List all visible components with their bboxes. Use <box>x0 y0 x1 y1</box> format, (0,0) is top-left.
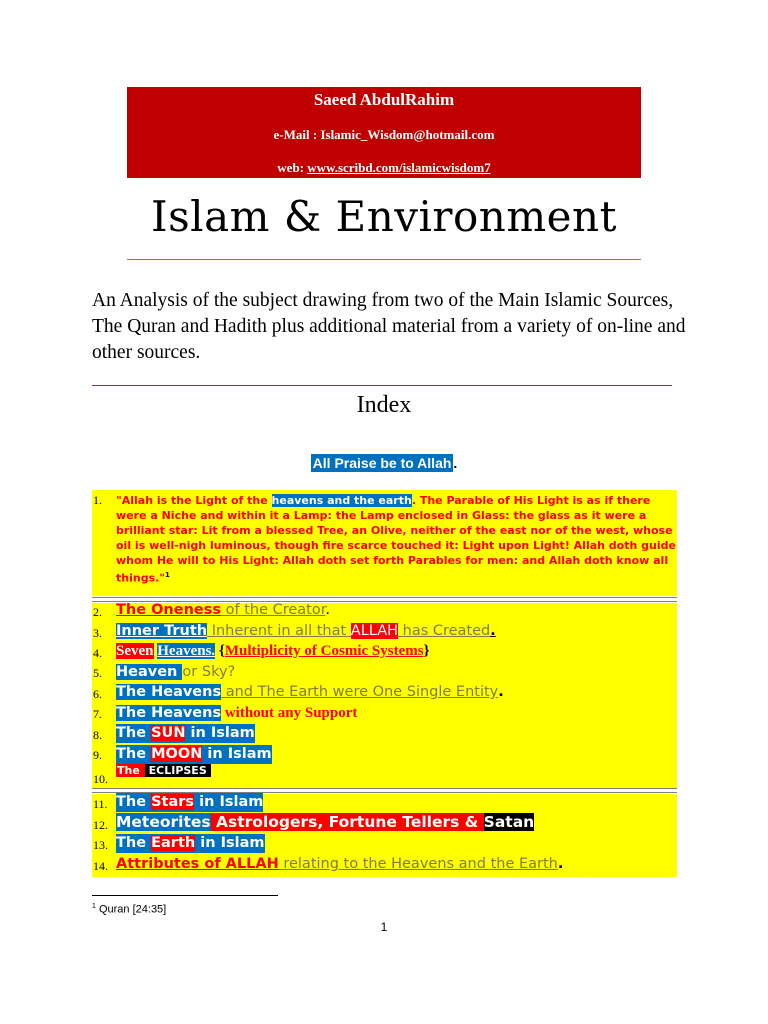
author-header <box>127 87 641 178</box>
author-email: e-Mail : Islamic_Wisdom@hotmail.com <box>273 127 495 142</box>
author-web <box>127 160 641 176</box>
item-text: ALLAH <box>350 623 399 639</box>
index-item-oneness[interactable] <box>116 601 330 620</box>
item-link[interactable]: The Heavens <box>116 705 222 721</box>
list-number: 9. <box>93 748 102 762</box>
item-text: The <box>117 764 144 777</box>
item-text: has Created <box>398 623 491 639</box>
footnote-mark: 1 <box>92 903 96 910</box>
item-link[interactable]: Attributes of ALLAH <box>116 856 279 872</box>
intro-paragraph: An Analysis of the subject drawing from two of the Main Islamic Sources, The Quran and Hadith plus additional material from a variety of on-line and other sources. <box>92 290 686 363</box>
item-link[interactable]: Inner Truth <box>116 623 208 639</box>
item-text: in Islam <box>202 746 272 762</box>
list-number: 4. <box>93 646 102 660</box>
index-item-heaven-sky[interactable] <box>116 663 235 682</box>
list-number: 11. <box>93 797 108 811</box>
author-name: Saeed AbdulRahim <box>313 90 455 109</box>
index-item-attributes[interactable] <box>116 855 563 874</box>
index-heading: Index <box>356 392 412 418</box>
footnote-divider <box>92 895 278 896</box>
item-link[interactable]: MOON <box>151 746 203 762</box>
item-text: in Islam <box>185 725 255 741</box>
list-number: 2. <box>93 605 102 619</box>
index-item-seven-heavens[interactable] <box>116 642 430 661</box>
item-link[interactable]: Satan <box>483 813 535 831</box>
list-number: 7. <box>93 707 102 721</box>
verse-text-1: "Allah is the Light of the <box>116 494 272 507</box>
item-text: . <box>498 684 504 700</box>
index-item-without-support[interactable] <box>116 704 357 723</box>
item-link[interactable]: Heavens. <box>157 643 216 659</box>
web-link[interactable]: www.scribd.com/islamicwisdom7 <box>307 160 491 175</box>
index-item-moon[interactable] <box>116 745 272 764</box>
list-number: 10. <box>93 772 108 786</box>
footnote <box>92 903 166 916</box>
item-link[interactable]: Meteorites <box>116 813 211 831</box>
item-text: in Islam <box>194 794 264 810</box>
item-link[interactable]: ECLIPSES <box>145 764 211 777</box>
item-text: } <box>423 643 430 659</box>
index-item-stars[interactable] <box>116 793 263 812</box>
item-link[interactable]: The Heavens <box>116 684 222 700</box>
verse-end: " <box>159 571 166 585</box>
item-text: without any Support <box>221 705 358 721</box>
quran-verse <box>116 493 676 586</box>
item-text: . <box>490 623 496 639</box>
item-link[interactable]: The Oneness <box>116 602 221 618</box>
footnote-text: Quran [24:35] <box>95 903 167 916</box>
web-label: web: <box>277 160 308 175</box>
item-text: The <box>116 746 152 762</box>
item-text: Inherent in all that <box>207 623 351 639</box>
intro-divider <box>92 385 672 386</box>
list-number: 3. <box>93 626 102 640</box>
item-text: in Islam <box>195 835 265 851</box>
list-number: 13. <box>93 838 108 852</box>
item-text: . <box>325 602 330 618</box>
verse-text-2: . The Parable of His Light is as if there were a Niche and within it a Lamp: the Lamp enclosed in Glass: the glass as it were a brilliant star: Lit from a blessed Tree, an Olive, neither of the east nor of the west, whose oil is well-nigh luminous, though fire scarce touched it: Light upon Light! Allah doth guide whom He will to His Light: Allah doth set forth Parables for men: and Allah doth know all things. <box>116 494 676 585</box>
item-text: or Sky? <box>182 664 236 680</box>
item-text: . <box>557 856 564 872</box>
item-text: The <box>116 794 152 810</box>
item-text: The <box>116 835 152 851</box>
index-item-sun[interactable] <box>116 724 255 743</box>
index-item-meteorites[interactable] <box>116 813 534 832</box>
item-text: Seven <box>116 643 154 659</box>
item-text: { <box>215 643 225 659</box>
praise-line: All Praise be to Allah . <box>312 455 458 471</box>
item-link[interactable]: SUN <box>151 725 186 741</box>
document-title: Islam & Environment <box>151 192 617 241</box>
item-text: relating to the Heavens and the Earth <box>278 856 558 872</box>
list-number: 12. <box>93 818 108 832</box>
list-number: 8. <box>93 728 102 742</box>
list-number: 14. <box>93 859 108 873</box>
item-text: of the Creator <box>221 602 326 618</box>
item-link[interactable]: Astrologers, Fortune Tellers & <box>210 813 484 831</box>
list-number: 5. <box>93 666 102 680</box>
item-text: and The Earth were One Single Entity <box>221 684 499 700</box>
item-link[interactable]: Earth <box>151 835 196 851</box>
index-item-inner-truth[interactable] <box>116 622 496 641</box>
title-divider <box>127 259 641 260</box>
list-number: 6. <box>93 687 102 701</box>
item-link[interactable]: Multiplicity of Cosmic Systems <box>224 643 424 659</box>
praise-text: All Praise be to Allah <box>312 455 452 471</box>
index-item-single-entity[interactable] <box>116 683 504 702</box>
item-text: The <box>116 725 152 741</box>
footnote-ref[interactable]: 1 <box>165 571 170 579</box>
index-item-earth[interactable] <box>116 834 265 853</box>
item-link[interactable]: Heaven <box>116 664 183 680</box>
index-item-eclipses[interactable] <box>116 764 211 778</box>
item-link[interactable]: Stars <box>151 794 195 810</box>
page-number: 1 <box>380 920 388 934</box>
verse-highlight: heavens and the earth <box>271 494 412 507</box>
list-number: 1. <box>93 493 102 507</box>
